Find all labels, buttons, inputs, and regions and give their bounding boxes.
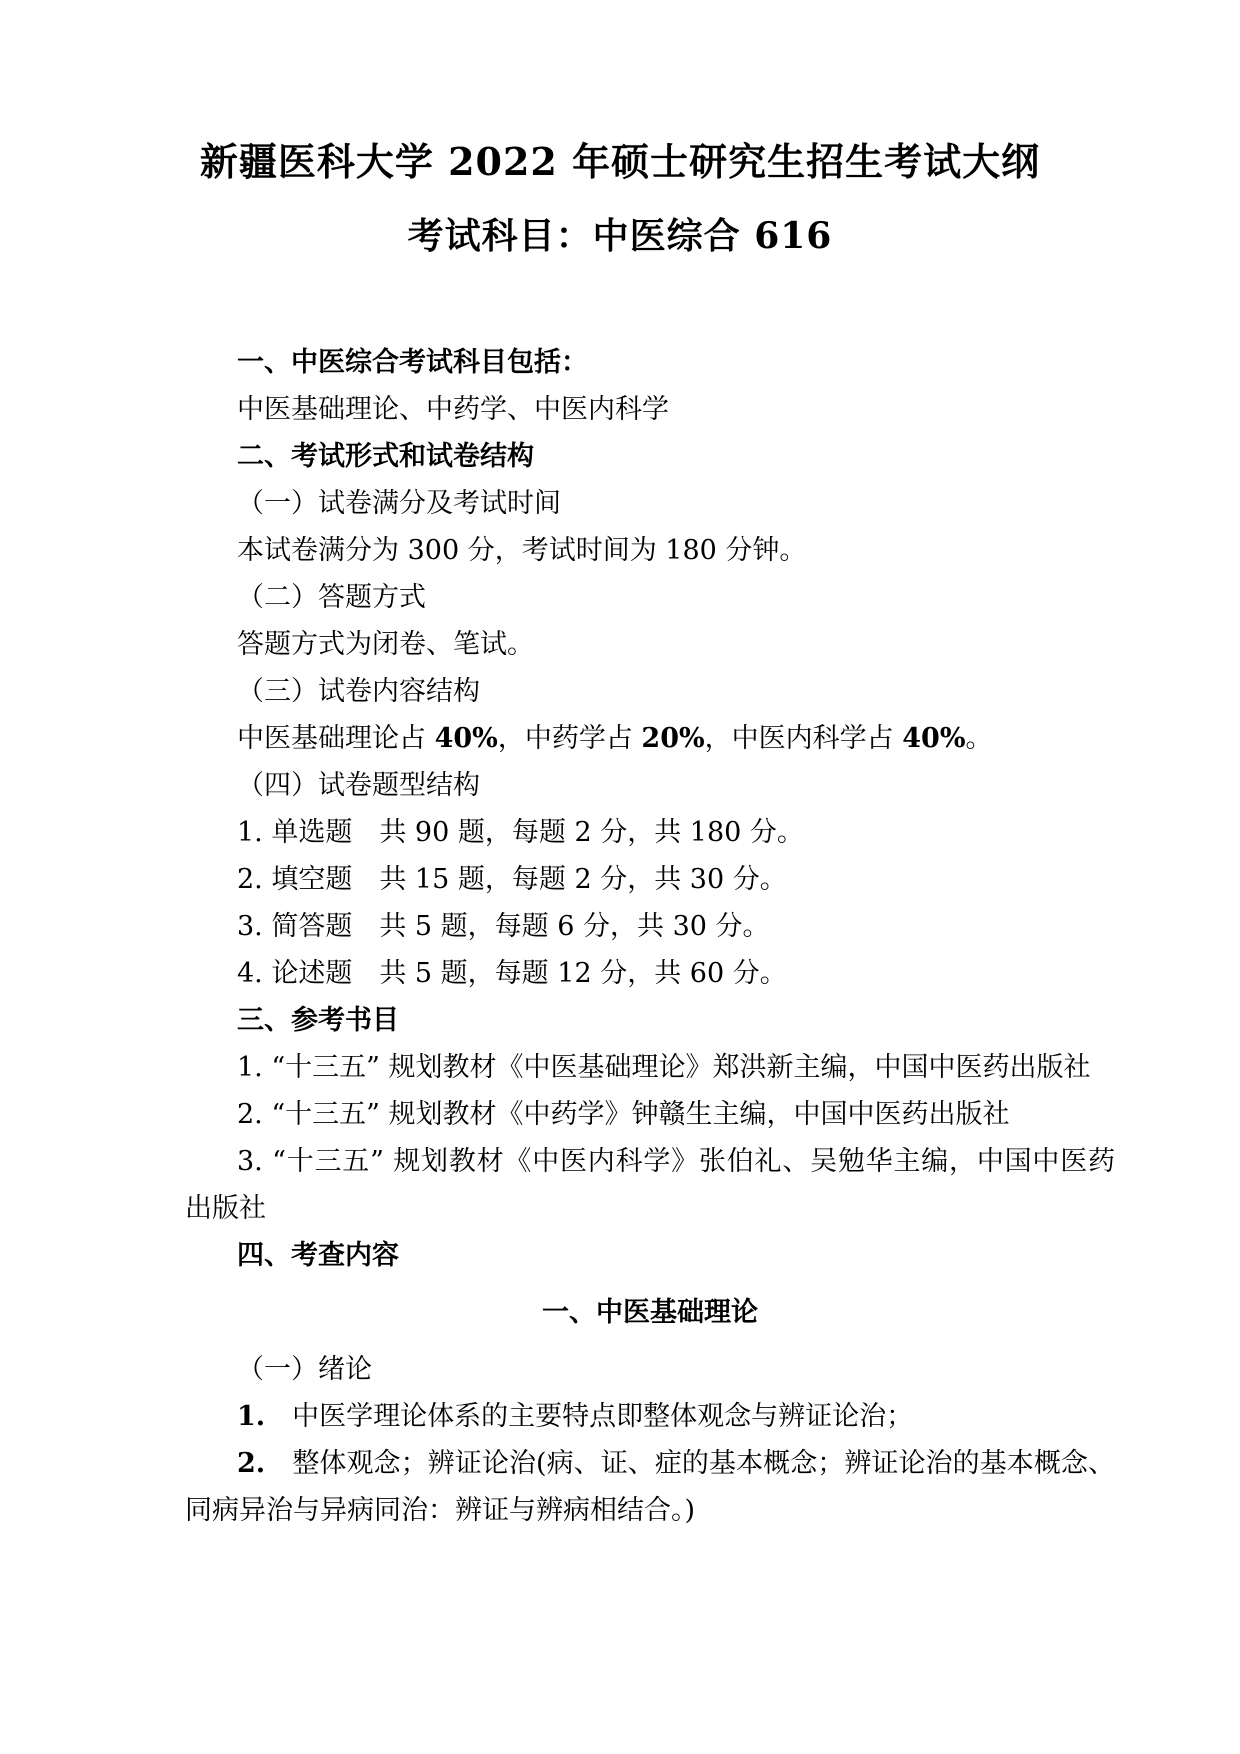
text-run: 2. bbox=[237, 1447, 266, 1479]
paragraph bbox=[185, 1232, 1115, 1279]
text-run: 本试卷满分为 300 分，考试时间为 180 分钟。 bbox=[237, 534, 807, 566]
paragraph bbox=[185, 574, 1115, 621]
text-run: 。 bbox=[965, 722, 993, 754]
text-run: 二、考试形式和试卷结构 bbox=[237, 440, 534, 472]
paragraph bbox=[185, 950, 1115, 997]
paragraph bbox=[185, 433, 1115, 480]
paragraph bbox=[185, 1440, 1115, 1534]
paragraph bbox=[185, 1346, 1115, 1393]
document-subtitle: 考试科目：中医综合 616 bbox=[407, 214, 833, 257]
text-run: 40% bbox=[434, 722, 498, 754]
text-run: （四）试卷题型结构 bbox=[237, 769, 480, 801]
text-run: 中医学理论体系的主要特点即整体观念与辨证论治； bbox=[265, 1400, 914, 1432]
paragraph bbox=[185, 997, 1115, 1044]
paragraph bbox=[185, 903, 1115, 950]
paragraph bbox=[185, 339, 1115, 386]
text-run: （三）试卷内容结构 bbox=[237, 675, 480, 707]
paragraph bbox=[185, 1393, 1115, 1440]
text-run: 1. 单选题 共 90 题，每题 2 分，共 180 分。 bbox=[237, 816, 804, 848]
paragraph bbox=[185, 1138, 1115, 1232]
text-run: 1. “十三五” 规划教材《中医基础理论》郑洪新主编，中国中医药出版社 bbox=[237, 1051, 1091, 1083]
text-run: 20% bbox=[641, 722, 705, 754]
text-run: 3. 简答题 共 5 题，每题 6 分，共 30 分。 bbox=[237, 910, 770, 942]
text-run: 整体观念；辨证论治(病、证、症的基本概念；辨证论治的基本概念、同病异治与异病同治：辨证与辨病相结合。) bbox=[185, 1447, 1115, 1526]
text-run: ，中医内科学占 bbox=[704, 722, 903, 754]
paragraph bbox=[185, 386, 1115, 433]
text-run: ，中药学占 bbox=[497, 722, 642, 754]
document-title: 新疆医科大学 2022 年硕士研究生招生考试大纲 bbox=[199, 139, 1041, 184]
text-run: （一）试卷满分及考试时间 bbox=[237, 487, 561, 519]
text-run: 中医基础理论、中药学、中医内科学 bbox=[237, 393, 669, 425]
text-run: 中医基础理论占 bbox=[237, 722, 435, 754]
text-run: 3. “十三五” 规划教材《中医内科学》张伯礼、吴勉华主编，中国中医药出版社 bbox=[185, 1145, 1115, 1224]
paragraph bbox=[185, 715, 1115, 762]
paragraph bbox=[185, 527, 1115, 574]
paragraph bbox=[185, 480, 1115, 527]
text-run: （一）绪论 bbox=[237, 1353, 372, 1385]
text-run: 4. 论述题 共 5 题，每题 12 分，共 60 分。 bbox=[237, 957, 787, 989]
paragraph bbox=[185, 1044, 1115, 1091]
text-run: 2. “十三五” 规划教材《中药学》钟赣生主编，中国中医药出版社 bbox=[237, 1098, 1010, 1130]
center-heading bbox=[185, 1289, 1115, 1336]
text-run: 1. bbox=[237, 1400, 266, 1432]
text-run: 三、参考书目 bbox=[237, 1004, 399, 1036]
paragraph bbox=[185, 856, 1115, 903]
text-run: 40% bbox=[902, 722, 966, 754]
text-run: 答题方式为闭卷、笔试。 bbox=[237, 628, 534, 660]
paragraph bbox=[185, 762, 1115, 809]
content bbox=[185, 339, 1115, 1534]
text-run: （二）答题方式 bbox=[237, 581, 426, 613]
paragraph bbox=[185, 1091, 1115, 1138]
text-run: 四、考查内容 bbox=[237, 1239, 399, 1271]
paragraph bbox=[185, 668, 1115, 715]
paragraph bbox=[185, 809, 1115, 856]
text-run: 一、中医基础理论 bbox=[542, 1296, 758, 1328]
text-run: 一、中医综合考试科目包括： bbox=[237, 346, 588, 378]
paragraph bbox=[185, 621, 1115, 668]
text-run: 2. 填空题 共 15 题，每题 2 分，共 30 分。 bbox=[237, 863, 787, 895]
